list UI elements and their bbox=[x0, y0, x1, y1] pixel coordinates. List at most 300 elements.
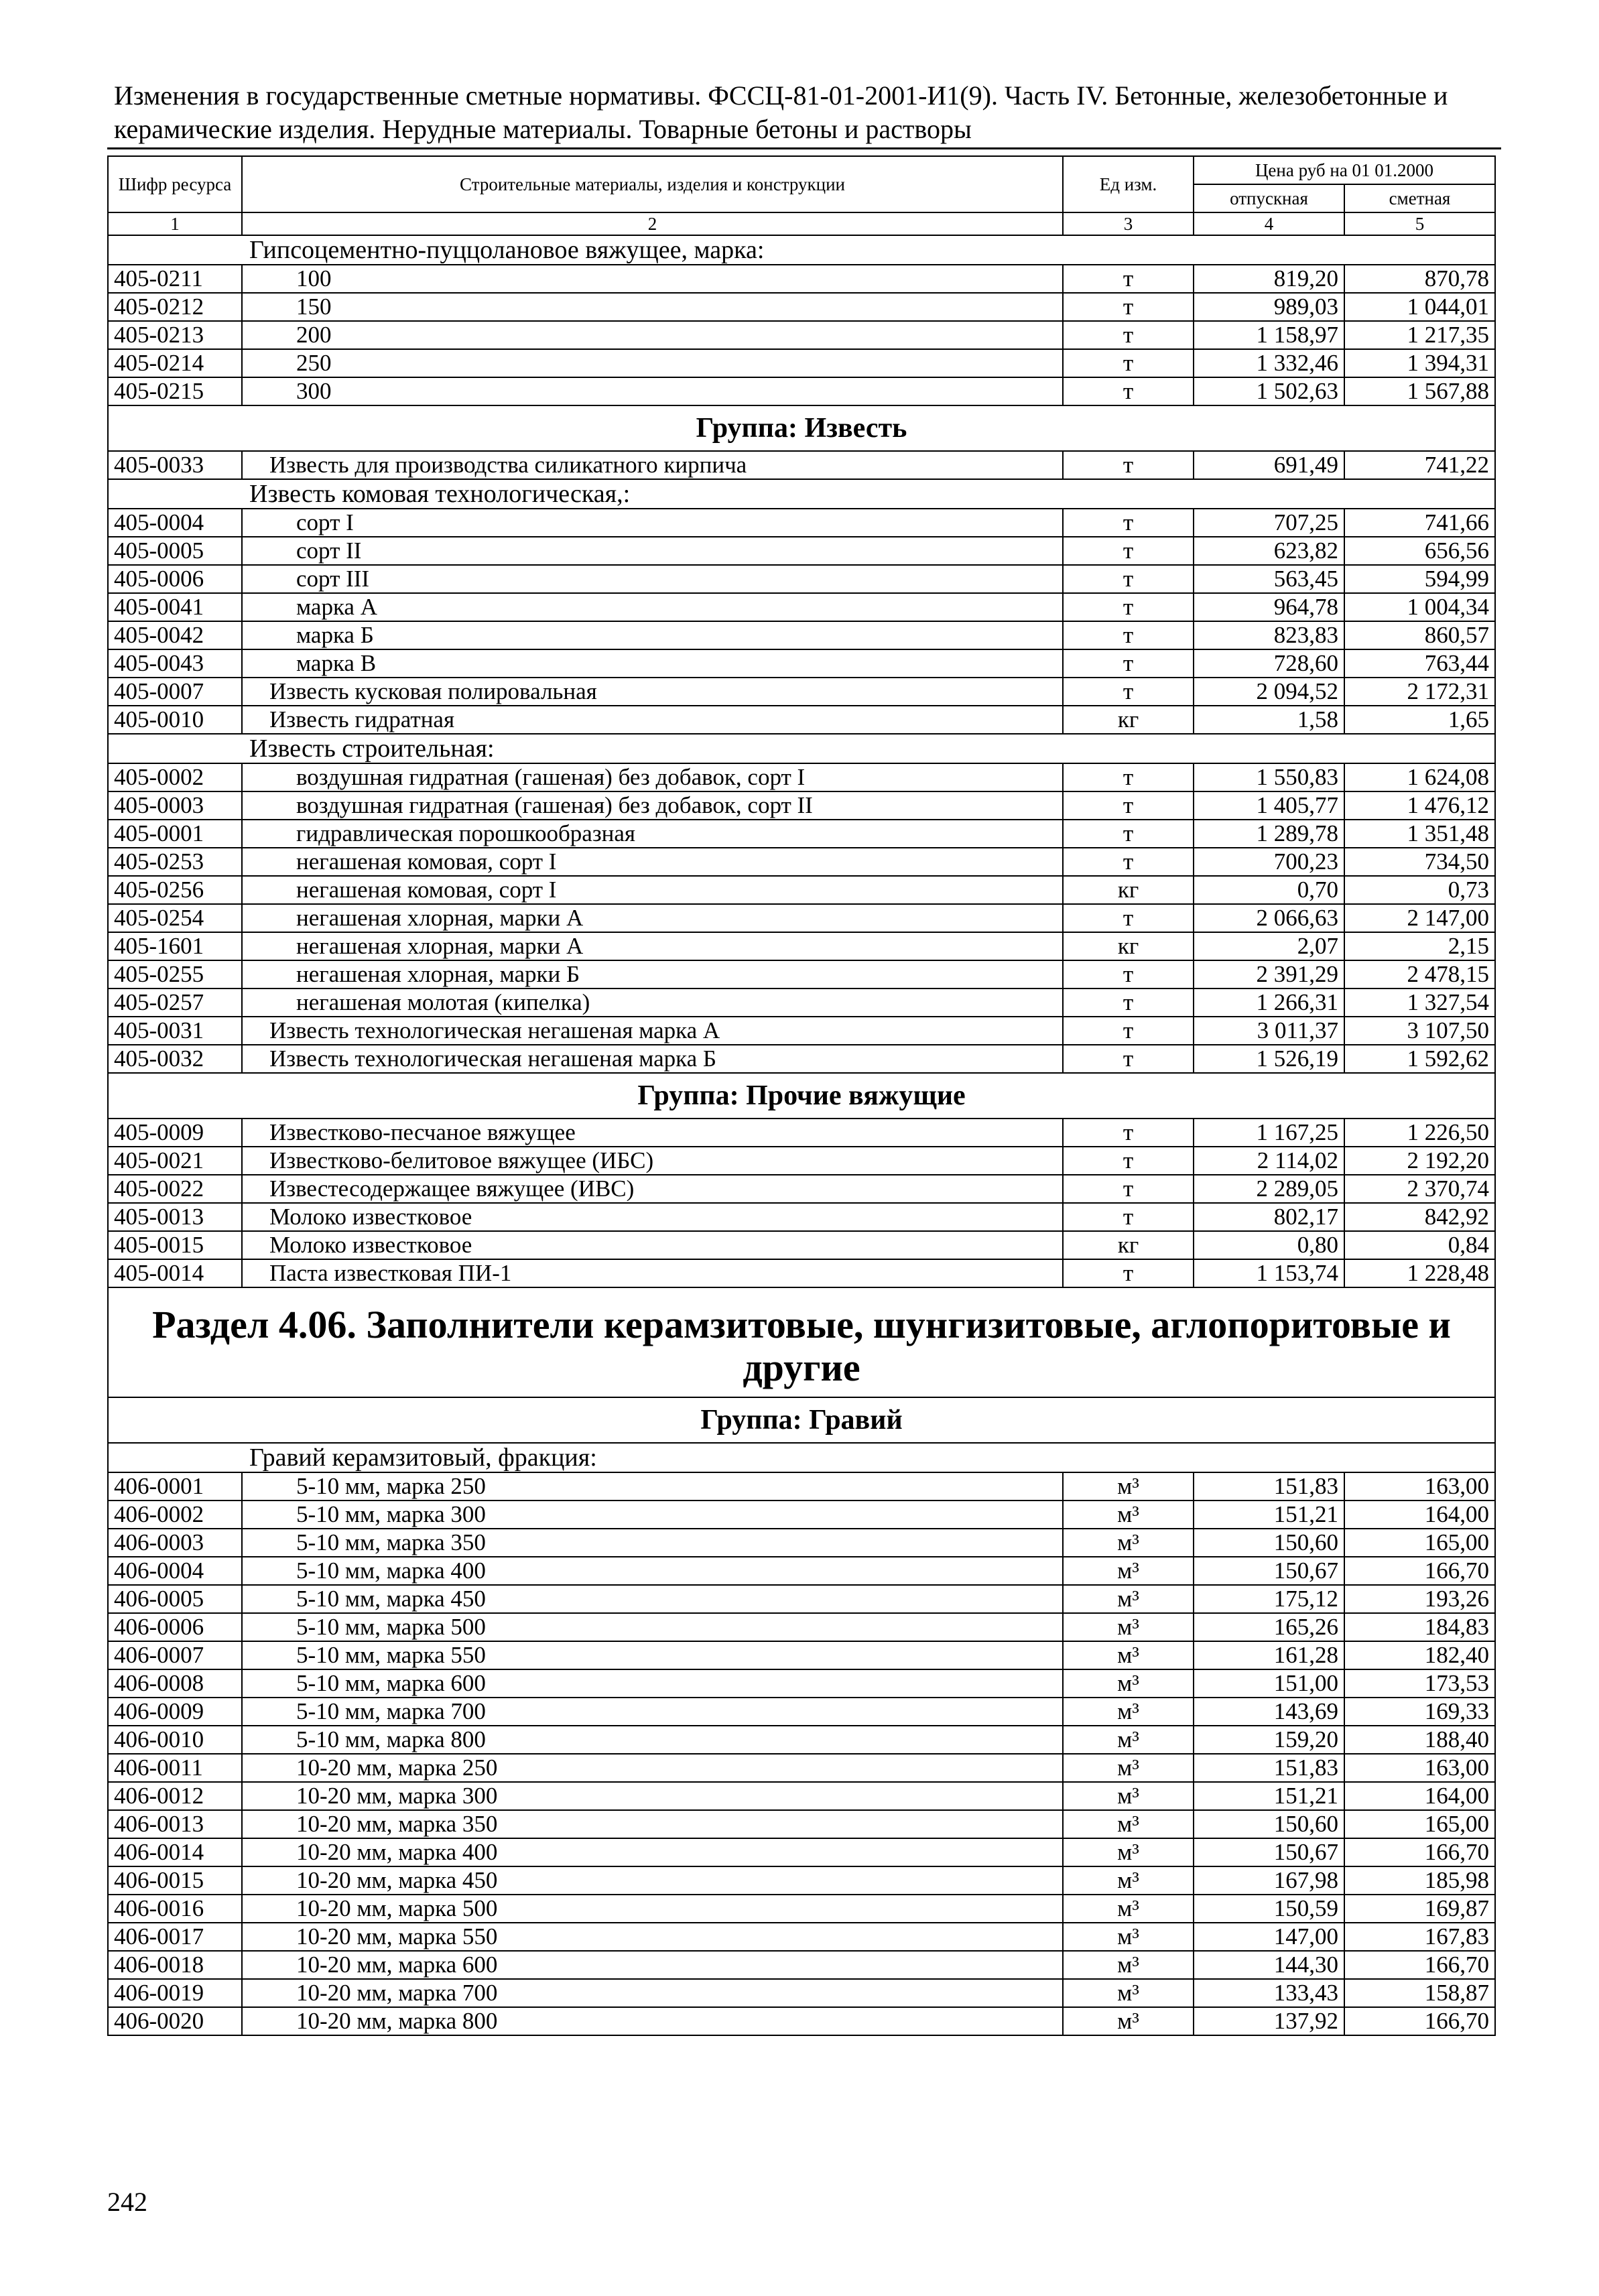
estimate-price: 188,40 bbox=[1344, 1726, 1495, 1754]
estimate-price: 1 217,35 bbox=[1344, 321, 1495, 349]
table-row bbox=[108, 1259, 1495, 1287]
resource-code: 405-0005 bbox=[108, 537, 242, 565]
material-name: негашеная молотая (кипелка) bbox=[242, 988, 1063, 1017]
release-price: 150,67 bbox=[1194, 1557, 1344, 1585]
unit-of-measure: м³ bbox=[1063, 1557, 1194, 1585]
release-price: 691,49 bbox=[1194, 451, 1344, 479]
table-row bbox=[108, 1175, 1495, 1203]
estimate-price: 166,70 bbox=[1344, 1838, 1495, 1866]
table-row bbox=[108, 321, 1495, 349]
release-price: 175,12 bbox=[1194, 1585, 1344, 1613]
unit-of-measure: т bbox=[1063, 1147, 1194, 1175]
resource-code: 405-0007 bbox=[108, 678, 242, 706]
material-name: 5-10 мм, марка 550 bbox=[242, 1641, 1063, 1669]
resource-code: 405-0213 bbox=[108, 321, 242, 349]
table-row bbox=[108, 451, 1495, 479]
estimate-price: 741,66 bbox=[1344, 509, 1495, 537]
release-price: 159,20 bbox=[1194, 1726, 1344, 1754]
unit-of-measure: т bbox=[1063, 537, 1194, 565]
unit-of-measure: м³ bbox=[1063, 1979, 1194, 2007]
release-price: 151,21 bbox=[1194, 1501, 1344, 1529]
resource-code: 406-0010 bbox=[108, 1726, 242, 1754]
table-row bbox=[108, 1613, 1495, 1641]
unit-of-measure: т bbox=[1063, 820, 1194, 848]
release-price: 1 153,74 bbox=[1194, 1259, 1344, 1287]
table-row bbox=[108, 1529, 1495, 1557]
unit-of-measure: т bbox=[1063, 509, 1194, 537]
table-row bbox=[108, 1782, 1495, 1810]
unit-of-measure: кг bbox=[1063, 932, 1194, 960]
estimate-price: 656,56 bbox=[1344, 537, 1495, 565]
material-name: 10-20 мм, марка 450 bbox=[242, 1866, 1063, 1895]
estimate-price: 165,00 bbox=[1344, 1529, 1495, 1557]
material-name: 5-10 мм, марка 350 bbox=[242, 1529, 1063, 1557]
table-row bbox=[108, 706, 1495, 734]
table-row bbox=[108, 848, 1495, 876]
table-row bbox=[108, 1726, 1495, 1754]
resource-code: 405-0033 bbox=[108, 451, 242, 479]
resource-code: 406-0011 bbox=[108, 1754, 242, 1782]
unit-of-measure: м³ bbox=[1063, 1641, 1194, 1669]
material-name: Известково-белитовое вяжущее (ИБС) bbox=[242, 1147, 1063, 1175]
resource-code: 405-0215 bbox=[108, 377, 242, 405]
unit-of-measure: т bbox=[1063, 293, 1194, 321]
estimate-price: 1 592,62 bbox=[1344, 1045, 1495, 1073]
release-price: 150,59 bbox=[1194, 1895, 1344, 1923]
material-name: 10-20 мм, марка 600 bbox=[242, 1951, 1063, 1979]
unit-of-measure: т bbox=[1063, 678, 1194, 706]
table-row bbox=[108, 265, 1495, 293]
column-number-3: 3 bbox=[1063, 212, 1194, 235]
subgroup-row bbox=[108, 235, 1495, 265]
subgroup-title: Гипсоцементно-пуццолановое вяжущее, марка: bbox=[108, 235, 1495, 265]
unit-of-measure: м³ bbox=[1063, 1585, 1194, 1613]
resource-code: 405-0254 bbox=[108, 904, 242, 932]
material-name: негашеная комовая, сорт I bbox=[242, 876, 1063, 904]
release-price: 728,60 bbox=[1194, 649, 1344, 678]
unit-of-measure: т bbox=[1063, 1017, 1194, 1045]
release-price: 2 391,29 bbox=[1194, 960, 1344, 988]
estimate-price: 1 394,31 bbox=[1344, 349, 1495, 377]
table-body bbox=[108, 235, 1495, 2035]
resource-code: 406-0019 bbox=[108, 1979, 242, 2007]
estimate-price: 1 624,08 bbox=[1344, 763, 1495, 791]
resource-code: 405-0255 bbox=[108, 960, 242, 988]
release-price: 823,83 bbox=[1194, 621, 1344, 649]
material-name: 200 bbox=[242, 321, 1063, 349]
group-header-row bbox=[108, 405, 1495, 451]
table-row bbox=[108, 678, 1495, 706]
release-price: 161,28 bbox=[1194, 1641, 1344, 1669]
material-name: Известь для производства силикатного кирпича bbox=[242, 451, 1063, 479]
estimate-price: 763,44 bbox=[1344, 649, 1495, 678]
estimate-price: 167,83 bbox=[1344, 1923, 1495, 1951]
release-price: 150,60 bbox=[1194, 1529, 1344, 1557]
table-row bbox=[108, 876, 1495, 904]
resource-code: 405-0214 bbox=[108, 349, 242, 377]
release-price: 1 526,19 bbox=[1194, 1045, 1344, 1073]
estimate-price: 3 107,50 bbox=[1344, 1017, 1495, 1045]
estimate-price: 185,98 bbox=[1344, 1866, 1495, 1895]
material-name: 10-20 мм, марка 800 bbox=[242, 2007, 1063, 2035]
header-rule bbox=[107, 147, 1501, 149]
resource-code: 406-0009 bbox=[108, 1698, 242, 1726]
release-price: 0,80 bbox=[1194, 1231, 1344, 1259]
material-name: сорт I bbox=[242, 509, 1063, 537]
material-name: 5-10 мм, марка 450 bbox=[242, 1585, 1063, 1613]
release-price: 144,30 bbox=[1194, 1951, 1344, 1979]
resource-code: 406-0001 bbox=[108, 1472, 242, 1501]
material-name: Известково-песчаное вяжущее bbox=[242, 1119, 1063, 1147]
estimate-price: 166,70 bbox=[1344, 2007, 1495, 2035]
release-price: 2,07 bbox=[1194, 932, 1344, 960]
estimate-price: 193,26 bbox=[1344, 1585, 1495, 1613]
table-row bbox=[108, 1698, 1495, 1726]
unit-of-measure: м³ bbox=[1063, 1698, 1194, 1726]
resource-code: 405-0004 bbox=[108, 509, 242, 537]
material-name: марка Б bbox=[242, 621, 1063, 649]
unit-of-measure: кг bbox=[1063, 706, 1194, 734]
release-price: 563,45 bbox=[1194, 565, 1344, 593]
resource-code: 406-0003 bbox=[108, 1529, 242, 1557]
resource-code: 406-0002 bbox=[108, 1501, 242, 1529]
resource-code: 405-0212 bbox=[108, 293, 242, 321]
unit-of-measure: м³ bbox=[1063, 1472, 1194, 1501]
page-header: Изменения в государственные сметные нормативы. ФССЦ-81-01-2001-И1(9). Часть IV. Бетонные, железобетонные и керамические изделия. Нерудные материалы. Товарные бетоны и растворы bbox=[114, 80, 1448, 144]
estimate-price: 0,84 bbox=[1344, 1231, 1495, 1259]
unit-of-measure: м³ bbox=[1063, 2007, 1194, 2035]
header-price: Цена руб на 01 01.2000 bbox=[1194, 156, 1495, 184]
estimate-price: 1 004,34 bbox=[1344, 593, 1495, 621]
material-name: сорт II bbox=[242, 537, 1063, 565]
unit-of-measure: м³ bbox=[1063, 1866, 1194, 1895]
table-row bbox=[108, 1501, 1495, 1529]
estimate-price: 2,15 bbox=[1344, 932, 1495, 960]
table-row bbox=[108, 1810, 1495, 1838]
table-row bbox=[108, 1119, 1495, 1147]
column-number-5: 5 bbox=[1344, 212, 1495, 235]
material-name: 150 bbox=[242, 293, 1063, 321]
release-price: 1 332,46 bbox=[1194, 349, 1344, 377]
resource-code: 405-0256 bbox=[108, 876, 242, 904]
release-price: 151,83 bbox=[1194, 1754, 1344, 1782]
resource-code: 405-1601 bbox=[108, 932, 242, 960]
resource-code: 405-0015 bbox=[108, 1231, 242, 1259]
resource-code: 405-0010 bbox=[108, 706, 242, 734]
estimate-price: 870,78 bbox=[1344, 265, 1495, 293]
material-name: 250 bbox=[242, 349, 1063, 377]
estimate-price: 1 228,48 bbox=[1344, 1259, 1495, 1287]
estimate-price: 1 226,50 bbox=[1344, 1119, 1495, 1147]
material-name: Известь гидратная bbox=[242, 706, 1063, 734]
material-name: 10-20 мм, марка 350 bbox=[242, 1810, 1063, 1838]
material-name: 10-20 мм, марка 250 bbox=[242, 1754, 1063, 1782]
estimate-price: 164,00 bbox=[1344, 1782, 1495, 1810]
table-row bbox=[108, 537, 1495, 565]
table-row bbox=[108, 1669, 1495, 1698]
table-row bbox=[108, 932, 1495, 960]
material-name: 5-10 мм, марка 300 bbox=[242, 1501, 1063, 1529]
table-row bbox=[108, 791, 1495, 820]
estimate-price: 594,99 bbox=[1344, 565, 1495, 593]
header-code: Шифр ресурса bbox=[108, 156, 242, 212]
unit-of-measure: м³ bbox=[1063, 1895, 1194, 1923]
table-row bbox=[108, 1472, 1495, 1501]
resource-code: 406-0006 bbox=[108, 1613, 242, 1641]
table-row bbox=[108, 1147, 1495, 1175]
unit-of-measure: м³ bbox=[1063, 1810, 1194, 1838]
unit-of-measure: т bbox=[1063, 321, 1194, 349]
unit-of-measure: м³ bbox=[1063, 1951, 1194, 1979]
table-row bbox=[108, 1979, 1495, 2007]
resource-code: 406-0020 bbox=[108, 2007, 242, 2035]
column-number-1: 1 bbox=[108, 212, 242, 235]
estimate-price: 2 172,31 bbox=[1344, 678, 1495, 706]
estimate-price: 169,33 bbox=[1344, 1698, 1495, 1726]
release-price: 137,92 bbox=[1194, 2007, 1344, 2035]
release-price: 1 266,31 bbox=[1194, 988, 1344, 1017]
unit-of-measure: м³ bbox=[1063, 1782, 1194, 1810]
release-price: 623,82 bbox=[1194, 537, 1344, 565]
release-price: 165,26 bbox=[1194, 1613, 1344, 1641]
resource-code: 405-0022 bbox=[108, 1175, 242, 1203]
resource-code: 405-0257 bbox=[108, 988, 242, 1017]
resource-code: 405-0042 bbox=[108, 621, 242, 649]
unit-of-measure: т bbox=[1063, 1045, 1194, 1073]
material-name: 10-20 мм, марка 550 bbox=[242, 1923, 1063, 1951]
estimate-price: 1 567,88 bbox=[1344, 377, 1495, 405]
release-price: 147,00 bbox=[1194, 1923, 1344, 1951]
table-row bbox=[108, 377, 1495, 405]
release-price: 2 289,05 bbox=[1194, 1175, 1344, 1203]
unit-of-measure: т bbox=[1063, 565, 1194, 593]
release-price: 150,67 bbox=[1194, 1838, 1344, 1866]
material-name: 10-20 мм, марка 700 bbox=[242, 1979, 1063, 2007]
table-row bbox=[108, 1585, 1495, 1613]
unit-of-measure: т bbox=[1063, 848, 1194, 876]
unit-of-measure: т bbox=[1063, 960, 1194, 988]
group-title: Группа: Известь bbox=[108, 405, 1495, 451]
unit-of-measure: т bbox=[1063, 265, 1194, 293]
unit-of-measure: т bbox=[1063, 791, 1194, 820]
estimate-price: 1 044,01 bbox=[1344, 293, 1495, 321]
table-row bbox=[108, 2007, 1495, 2035]
section-header-row bbox=[108, 1287, 1495, 1397]
resource-code: 405-0253 bbox=[108, 848, 242, 876]
table-row bbox=[108, 349, 1495, 377]
resource-code: 406-0017 bbox=[108, 1923, 242, 1951]
resource-code: 405-0021 bbox=[108, 1147, 242, 1175]
unit-of-measure: т bbox=[1063, 1259, 1194, 1287]
table-row bbox=[108, 1838, 1495, 1866]
estimate-price: 163,00 bbox=[1344, 1754, 1495, 1782]
unit-of-measure: т bbox=[1063, 1175, 1194, 1203]
table-row bbox=[108, 593, 1495, 621]
material-name: негашеная комовая, сорт I bbox=[242, 848, 1063, 876]
unit-of-measure: т bbox=[1063, 988, 1194, 1017]
estimate-price: 2 147,00 bbox=[1344, 904, 1495, 932]
group-header-row bbox=[108, 1073, 1495, 1119]
unit-of-measure: кг bbox=[1063, 876, 1194, 904]
table-row bbox=[108, 763, 1495, 791]
estimate-price: 842,92 bbox=[1344, 1203, 1495, 1231]
material-name: негашеная хлорная, марки Б bbox=[242, 960, 1063, 988]
estimate-price: 184,83 bbox=[1344, 1613, 1495, 1641]
resource-code: 406-0004 bbox=[108, 1557, 242, 1585]
table-row bbox=[108, 1045, 1495, 1073]
material-name: Известесодержащее вяжущее (ИВС) bbox=[242, 1175, 1063, 1203]
release-price: 151,83 bbox=[1194, 1472, 1344, 1501]
release-price: 151,00 bbox=[1194, 1669, 1344, 1698]
resource-code: 405-0043 bbox=[108, 649, 242, 678]
material-name: 5-10 мм, марка 800 bbox=[242, 1726, 1063, 1754]
material-name: 5-10 мм, марка 250 bbox=[242, 1472, 1063, 1501]
estimate-price: 2 192,20 bbox=[1344, 1147, 1495, 1175]
release-price: 1 167,25 bbox=[1194, 1119, 1344, 1147]
resource-code: 406-0008 bbox=[108, 1669, 242, 1698]
material-name: Молоко известковое bbox=[242, 1231, 1063, 1259]
material-name: Паста известковая ПИ-1 bbox=[242, 1259, 1063, 1287]
material-name: Известь технологическая негашеная марка Б bbox=[242, 1045, 1063, 1073]
page-number: 242 bbox=[107, 2187, 147, 2217]
header-release-price: отпускная bbox=[1194, 184, 1344, 212]
material-name: Известь кусковая полировальная bbox=[242, 678, 1063, 706]
group-title: Группа: Гравий bbox=[108, 1397, 1495, 1443]
table-row bbox=[108, 1951, 1495, 1979]
table-row bbox=[108, 621, 1495, 649]
release-price: 700,23 bbox=[1194, 848, 1344, 876]
release-price: 151,21 bbox=[1194, 1782, 1344, 1810]
material-name: марка А bbox=[242, 593, 1063, 621]
resource-code: 405-0032 bbox=[108, 1045, 242, 1073]
table-row bbox=[108, 820, 1495, 848]
release-price: 964,78 bbox=[1194, 593, 1344, 621]
table-row bbox=[108, 1895, 1495, 1923]
header-unit: Ед изм. bbox=[1063, 156, 1194, 212]
table-row bbox=[108, 565, 1495, 593]
resource-code: 406-0013 bbox=[108, 1810, 242, 1838]
table-row bbox=[108, 1866, 1495, 1895]
unit-of-measure: т bbox=[1063, 904, 1194, 932]
release-price: 2 094,52 bbox=[1194, 678, 1344, 706]
estimate-price: 2 370,74 bbox=[1344, 1175, 1495, 1203]
resource-code: 406-0005 bbox=[108, 1585, 242, 1613]
release-price: 143,69 bbox=[1194, 1698, 1344, 1726]
resource-code: 406-0007 bbox=[108, 1641, 242, 1669]
table-row bbox=[108, 1017, 1495, 1045]
table-row bbox=[108, 988, 1495, 1017]
release-price: 1 502,63 bbox=[1194, 377, 1344, 405]
estimate-price: 1,65 bbox=[1344, 706, 1495, 734]
table-row bbox=[108, 1754, 1495, 1782]
table-row bbox=[108, 509, 1495, 537]
material-name: Известь технологическая негашеная марка А bbox=[242, 1017, 1063, 1045]
price-table bbox=[107, 155, 1496, 2036]
unit-of-measure: м³ bbox=[1063, 1501, 1194, 1529]
resource-code: 405-0211 bbox=[108, 265, 242, 293]
column-number-4: 4 bbox=[1194, 212, 1344, 235]
material-name: 5-10 мм, марка 600 bbox=[242, 1669, 1063, 1698]
release-price: 150,60 bbox=[1194, 1810, 1344, 1838]
resource-code: 405-0009 bbox=[108, 1119, 242, 1147]
estimate-price: 182,40 bbox=[1344, 1641, 1495, 1669]
unit-of-measure: т bbox=[1063, 1119, 1194, 1147]
release-price: 2 066,63 bbox=[1194, 904, 1344, 932]
table-row bbox=[108, 649, 1495, 678]
table-row bbox=[108, 960, 1495, 988]
unit-of-measure: т bbox=[1063, 593, 1194, 621]
material-name: сорт III bbox=[242, 565, 1063, 593]
material-name: воздушная гидратная (гашеная) без добавок, сорт I bbox=[242, 763, 1063, 791]
material-name: воздушная гидратная (гашеная) без добавок, сорт II bbox=[242, 791, 1063, 820]
unit-of-measure: кг bbox=[1063, 1231, 1194, 1259]
header-estimate-price: сметная bbox=[1344, 184, 1495, 212]
release-price: 1,58 bbox=[1194, 706, 1344, 734]
release-price: 1 289,78 bbox=[1194, 820, 1344, 848]
unit-of-measure: м³ bbox=[1063, 1529, 1194, 1557]
resource-code: 406-0014 bbox=[108, 1838, 242, 1866]
material-name: 300 bbox=[242, 377, 1063, 405]
unit-of-measure: м³ bbox=[1063, 1838, 1194, 1866]
material-name: 10-20 мм, марка 300 bbox=[242, 1782, 1063, 1810]
section-title: Раздел 4.06. Заполнители керамзитовые, шунгизитовые, аглопоритовые и другие bbox=[108, 1287, 1495, 1397]
estimate-price: 1 351,48 bbox=[1344, 820, 1495, 848]
release-price: 1 158,97 bbox=[1194, 321, 1344, 349]
release-price: 167,98 bbox=[1194, 1866, 1344, 1895]
estimate-price: 860,57 bbox=[1344, 621, 1495, 649]
release-price: 3 011,37 bbox=[1194, 1017, 1344, 1045]
estimate-price: 164,00 bbox=[1344, 1501, 1495, 1529]
resource-code: 405-0002 bbox=[108, 763, 242, 791]
release-price: 819,20 bbox=[1194, 265, 1344, 293]
unit-of-measure: м³ bbox=[1063, 1923, 1194, 1951]
unit-of-measure: т bbox=[1063, 649, 1194, 678]
group-title: Группа: Прочие вяжущие bbox=[108, 1073, 1495, 1119]
release-price: 2 114,02 bbox=[1194, 1147, 1344, 1175]
material-name: марка В bbox=[242, 649, 1063, 678]
estimate-price: 158,87 bbox=[1344, 1979, 1495, 2007]
subgroup-row bbox=[108, 734, 1495, 763]
resource-code: 406-0012 bbox=[108, 1782, 242, 1810]
estimate-price: 166,70 bbox=[1344, 1557, 1495, 1585]
release-price: 133,43 bbox=[1194, 1979, 1344, 2007]
unit-of-measure: м³ bbox=[1063, 1613, 1194, 1641]
material-name: 10-20 мм, марка 500 bbox=[242, 1895, 1063, 1923]
material-name: Молоко известковое bbox=[242, 1203, 1063, 1231]
table-row bbox=[108, 1641, 1495, 1669]
unit-of-measure: м³ bbox=[1063, 1669, 1194, 1698]
estimate-price: 1 476,12 bbox=[1344, 791, 1495, 820]
release-price: 707,25 bbox=[1194, 509, 1344, 537]
resource-code: 405-0014 bbox=[108, 1259, 242, 1287]
release-price: 1 550,83 bbox=[1194, 763, 1344, 791]
subgroup-row bbox=[108, 479, 1495, 509]
unit-of-measure: т bbox=[1063, 377, 1194, 405]
table-row bbox=[108, 293, 1495, 321]
table-row bbox=[108, 1231, 1495, 1259]
unit-of-measure: т bbox=[1063, 763, 1194, 791]
group-header-row bbox=[108, 1397, 1495, 1443]
subgroup-title: Известь строительная: bbox=[108, 734, 1495, 763]
estimate-price: 169,87 bbox=[1344, 1895, 1495, 1923]
resource-code: 405-0006 bbox=[108, 565, 242, 593]
unit-of-measure: м³ bbox=[1063, 1726, 1194, 1754]
material-name: негашеная хлорная, марки А bbox=[242, 932, 1063, 960]
estimate-price: 741,22 bbox=[1344, 451, 1495, 479]
resource-code: 405-0013 bbox=[108, 1203, 242, 1231]
table-row bbox=[108, 1203, 1495, 1231]
column-number-2: 2 bbox=[242, 212, 1063, 235]
